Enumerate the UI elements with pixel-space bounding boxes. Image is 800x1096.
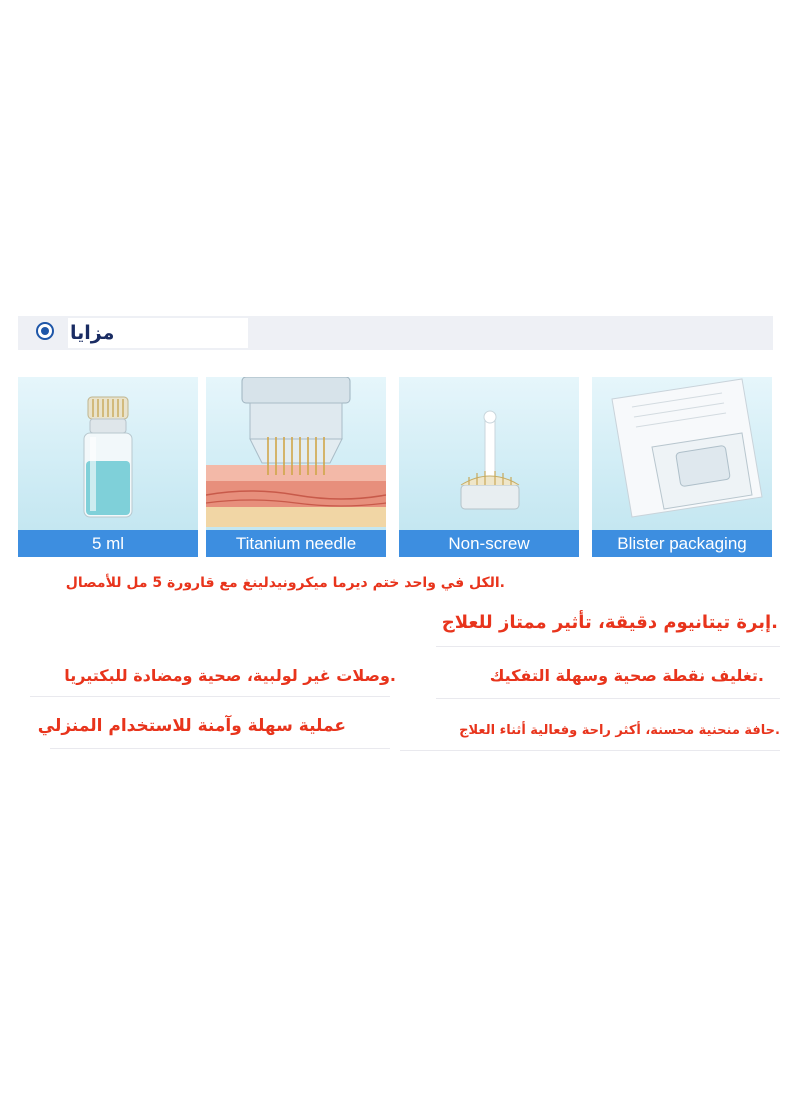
tile-caption: Non-screw (399, 530, 579, 557)
bullet-icon (36, 322, 54, 340)
bottle-icon (18, 377, 198, 537)
feature-line-curved-edge: .حافة منحنية محسنة، أكثر راحة وفعالية أثناء العلاج (459, 723, 780, 738)
divider (400, 750, 780, 751)
tile-non-screw (399, 377, 579, 557)
tile-5ml (18, 377, 198, 557)
cap-icon (399, 377, 579, 537)
needle-skin-icon (206, 377, 386, 537)
package-icon (592, 377, 772, 537)
feature-line-packaging: .تغليف نقطة صحية وسهلة التفكيك (489, 666, 764, 685)
feature-line-easy-use: عملية سهلة وآمنة للاستخدام المنزلي (37, 716, 346, 736)
divider (30, 696, 390, 697)
tile-caption: 5 ml (18, 530, 198, 557)
feature-line-non-screw: .وصلات غير لولبية، صحية ومضادة للبكتيريا (64, 666, 396, 685)
feature-line-titanium: .إبرة تيتانيوم دقيقة، تأثير ممتاز للعلاج (441, 612, 778, 633)
divider (436, 698, 780, 699)
divider (436, 646, 780, 647)
section-title: مزايا (70, 322, 115, 344)
tile-titanium-needle (206, 377, 386, 557)
tile-caption: Blister packaging (592, 530, 772, 557)
tile-caption: Titanium needle (206, 530, 386, 557)
feature-line-all-in-one: .الكل في واحد ختم ديرما ميكرونيدلينغ مع قارورة 5 مل للأمصال (65, 575, 505, 591)
tile-blister-packaging (592, 377, 772, 557)
divider (50, 748, 390, 749)
